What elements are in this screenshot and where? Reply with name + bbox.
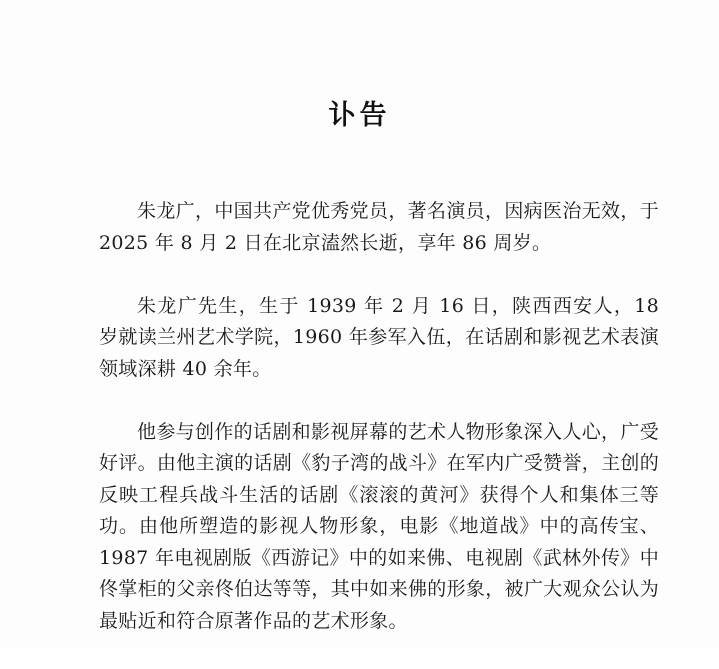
- paragraph-death-notice: 朱龙广，中国共产党优秀党员，著名演员，因病医治无效，于 2025 年 8 月 2 日在北京溘然长逝，享年 86 周岁。: [99, 200, 659, 254]
- paragraph-career: 他参与创作的话剧和影视屏幕的艺术人物形象深入人心，广受好评。由他主演的话剧《豹子湾的战斗》在军内广受赞誉，主创的反映工程兵战斗生活的话剧《滚滚的黄河》获得个人和集体三等功。由他所塑造的影视人物形象，电影《地道战》中的高传宝、1987 年电视剧版《西游记》中的如来佛、电视剧《武林外传》中佟掌柜的父亲佟伯达等等，其中如来佛的形象，被广大观众公认为最贴近和符合原著作品的艺术形象。: [99, 420, 659, 632]
- notice-body: [99, 196, 659, 669]
- paragraph-biography: 朱龙广先生，生于 1939 年 2 月 16 日，陕西西安人，18 岁就读兰州艺术学院，1960 年参军入伍，在话剧和影视艺术表演领域深耕 40 余年。: [99, 294, 659, 380]
- page-title: 讣告: [328, 100, 391, 131]
